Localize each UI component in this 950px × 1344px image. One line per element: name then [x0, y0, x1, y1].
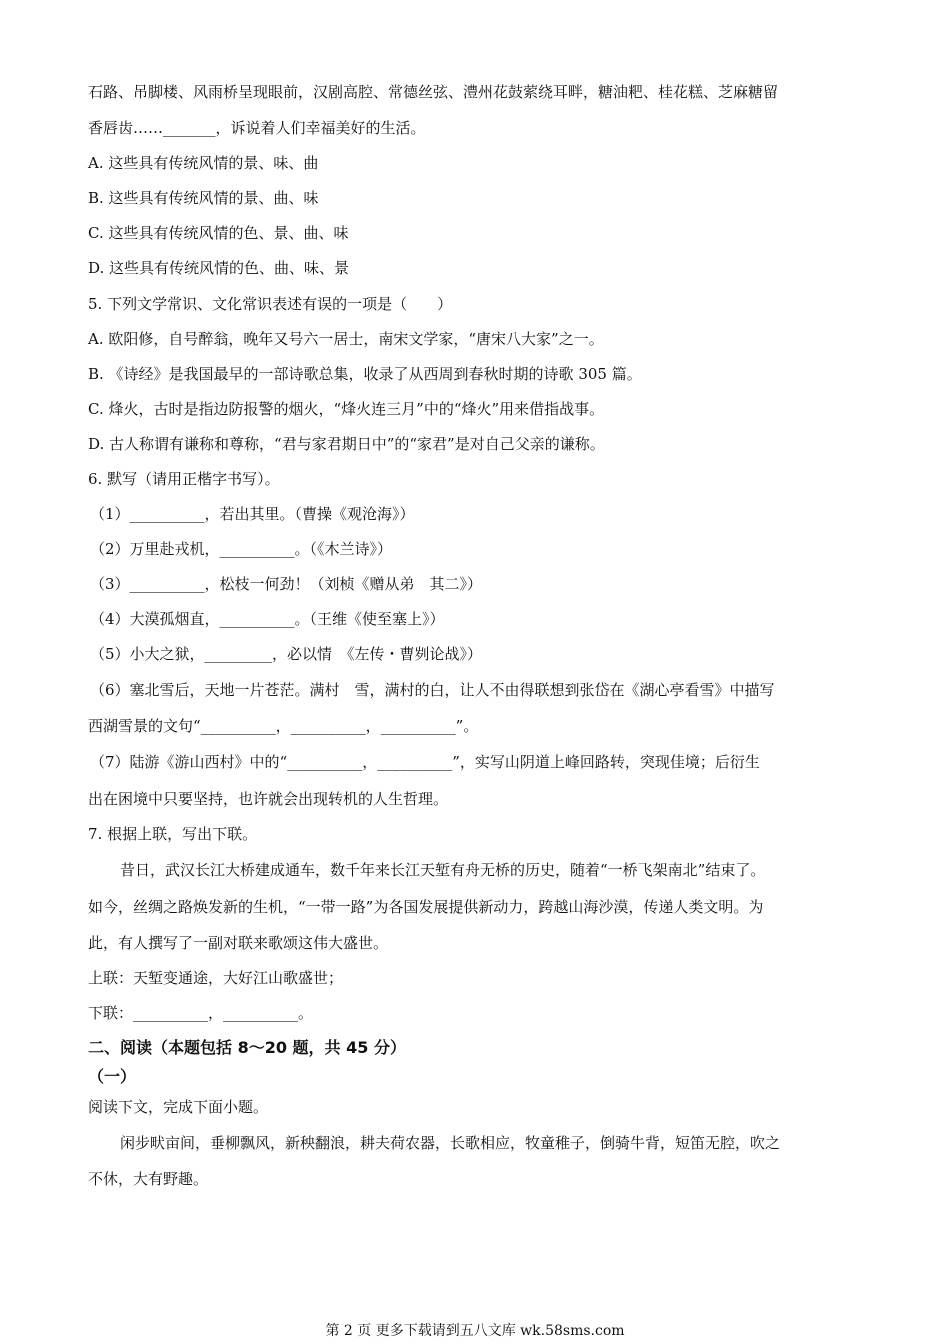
q4-option-d: D. 这些具有传统风情的色、曲、味、景 — [88, 259, 350, 277]
q6-item-2: （2）万里赴戎机，__________。（《木兰诗》） — [90, 540, 393, 558]
q4-option-b: B. 这些具有传统风情的景、曲、味 — [88, 189, 319, 207]
q4-passage-line-1: 石路、吊脚楼、风雨桥呈现眼前，汉剧高腔、常德丝弦、澧州花鼓萦绕耳畔，糖油粑、桂花糕、芝麻糖留 — [88, 83, 779, 101]
q6-item-6-line-1: （6）塞北雪后，天地一片苍茫。满村 雪，满村的白，让人不由得联想到张岱在《湖心亭看雪》中描写 — [90, 681, 775, 699]
q6-item-1: （1）__________，若出其里。（曹操《观沧海》） — [90, 505, 415, 523]
q6-item-7-line-2: 出在困境中只要坚持，也许就会出现转机的人生哲理。 — [88, 790, 449, 808]
section-2-passage-line-1: 闲步畎亩间，垂柳飘风，新秧翻浪，耕夫荷农器，长歌相应，牧童稚子，倒骑牛背，短笛无腔，吹之 — [120, 1134, 781, 1152]
q6-item-7-line-1: （7）陆游《游山西村》中的“__________，__________”，实写山阴道上峰回路转，突现佳境；后衍生 — [90, 753, 760, 771]
q5-option-a: A. 欧阳修，自号醉翁，晚年又号六一居士，南宋文学家，“唐宋八大家”之一。 — [88, 330, 604, 348]
section-2-title: 二、阅读（本题包括 8～20 题，共 45 分） — [88, 1038, 406, 1057]
q6-item-5: （5）小大之狱，_________，必以情 《左传・曹刿论战》） — [90, 645, 483, 663]
q7-stem: 7. 根据上联，写出下联。 — [88, 825, 258, 843]
section-2-passage-line-2: 不休，大有野趣。 — [88, 1170, 209, 1188]
q4-passage-line-2: 香唇齿……_______，诉说着人们幸福美好的生活。 — [88, 119, 426, 137]
q6-item-3: （3）__________，松枝一何劲！（刘桢《赠从弟 其二》） — [90, 575, 483, 593]
q6-item-6-line-2: 西湖雪景的文句“__________，__________，__________”。 — [88, 717, 479, 735]
q5-option-b: B. 《诗经》是我国最早的一部诗歌总集，收录了从西周到春秋时期的诗歌 305 篇。 — [88, 365, 642, 383]
q5-option-c: C. 烽火，古时是指边防报警的烟火，“烽火连三月”中的“烽火”用来借指战事。 — [88, 400, 605, 418]
page-footer: 第 2 页 更多下载请到五八文库 wk.58sms.com — [325, 1323, 625, 1339]
q4-option-c: C. 这些具有传统风情的色、景、曲、味 — [88, 224, 349, 242]
q6-stem: 6. 默写（请用正楷字书写）。 — [88, 470, 280, 488]
q7-passage-line-3: 此，有人撰写了一副对联来歌颂这伟大盛世。 — [88, 934, 389, 952]
q4-option-a: A. 这些具有传统风情的景、味、曲 — [88, 154, 319, 172]
section-2-part-label: （一） — [88, 1067, 137, 1086]
q7-passage-line-2: 如今，丝绸之路焕发新的生机，“一带一路”为各国发展提供新动力，跨越山海沙漠，传递人类文明。为 — [88, 898, 764, 916]
section-2-instruction: 阅读下文，完成下面小题。 — [88, 1098, 269, 1116]
q5-option-d: D. 古人称谓有谦称和尊称，“君与家君期日中”的“家君”是对自己父亲的谦称。 — [88, 435, 605, 453]
q5-stem: 5. 下列文学常识、文化常识表述有误的一项是（ ） — [88, 295, 453, 313]
q7-lower-couplet: 下联：__________，__________。 — [88, 1004, 314, 1022]
q7-upper-couplet: 上联：天堑变通途，大好江山歌盛世； — [88, 969, 344, 987]
q7-passage-line-1: 昔日，武汉长江大桥建成通车，数千年来长江天堑有舟无桥的历史，随着“一桥飞架南北”结束了。 — [120, 861, 766, 879]
q6-item-4: （4）大漠孤烟直，__________。（王维《使至塞上》） — [90, 610, 445, 628]
